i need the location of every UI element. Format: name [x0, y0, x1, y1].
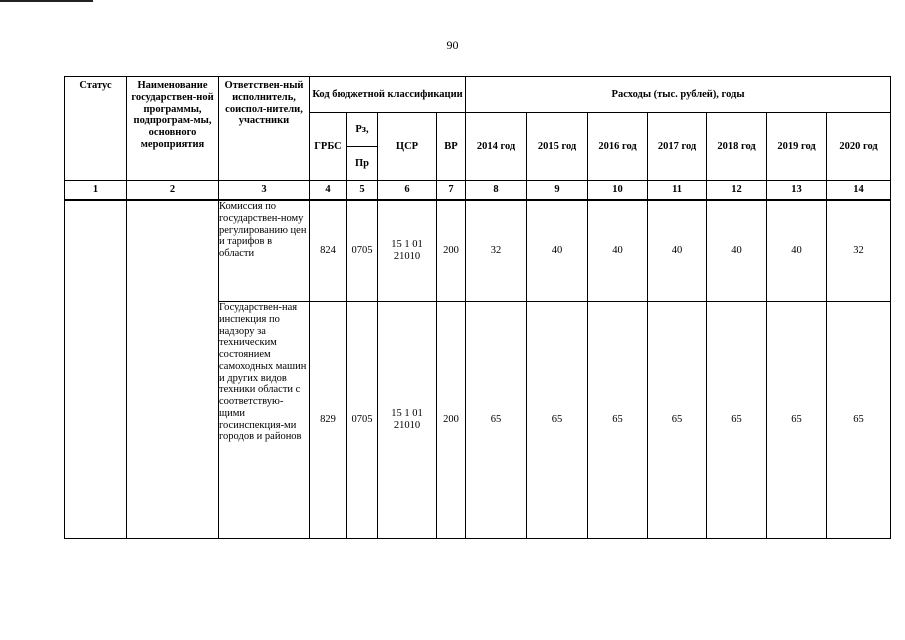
csr-cell: 15 1 01 21010 — [378, 200, 437, 302]
vr-cell: 200 — [437, 302, 466, 539]
column-number: 11 — [648, 181, 707, 201]
expense-cell: 65 — [767, 302, 827, 539]
budget-table — [64, 76, 891, 539]
expense-cell: 65 — [648, 302, 707, 539]
expense-cell: 32 — [466, 200, 527, 302]
executor-cell: Государствен-ная инспекция по надзору за техническим состоянием самоходных машин и других видов техники области с соответствую-щими госинспекция-ми городов и районов — [219, 302, 310, 539]
table-header — [65, 77, 891, 201]
expense-cell: 65 — [707, 302, 767, 539]
expense-cell: 65 — [827, 302, 891, 539]
executor-cell: Комиссия по государствен-ному регулированию цен и тарифов в области — [219, 200, 310, 302]
header-rz: Рз, — [347, 113, 378, 147]
header-grbs: ГРБС — [310, 113, 347, 181]
table-body — [65, 200, 891, 539]
header-year: 2014 год — [466, 113, 527, 181]
header-vr: ВР — [437, 113, 466, 181]
column-number: 13 — [767, 181, 827, 201]
header-budget-code: Код бюджетной классификации — [310, 77, 466, 113]
header-year: 2018 год — [707, 113, 767, 181]
scan-corner-line — [0, 0, 93, 2]
column-number: 6 — [378, 181, 437, 201]
header-csr: ЦСР — [378, 113, 437, 181]
header-expenses: Расходы (тыс. рублей), годы — [466, 77, 891, 113]
vr-cell: 200 — [437, 200, 466, 302]
expense-cell: 65 — [527, 302, 588, 539]
expense-cell: 40 — [767, 200, 827, 302]
page-number: 90 — [446, 38, 459, 52]
expense-cell: 65 — [466, 302, 527, 539]
expense-cell: 40 — [588, 200, 648, 302]
rzpr-cell: 0705 — [347, 302, 378, 539]
column-number: 14 — [827, 181, 891, 201]
expense-cell: 32 — [827, 200, 891, 302]
program-name-cell — [127, 200, 219, 539]
status-cell — [65, 200, 127, 539]
header-program-name: Наименование государствен-ной программы, подпрограм-мы, основного мероприятия — [127, 77, 219, 181]
column-number: 7 — [437, 181, 466, 201]
csr-cell: 15 1 01 21010 — [378, 302, 437, 539]
header-year: 2016 год — [588, 113, 648, 181]
table-row — [65, 200, 891, 302]
column-number: 8 — [466, 181, 527, 201]
expense-cell: 40 — [648, 200, 707, 302]
column-number: 3 — [219, 181, 310, 201]
header-year: 2020 год — [827, 113, 891, 181]
column-number: 4 — [310, 181, 347, 201]
header-status: Статус — [65, 77, 127, 181]
column-number: 10 — [588, 181, 648, 201]
column-number: 2 — [127, 181, 219, 201]
expense-cell: 65 — [588, 302, 648, 539]
column-number: 1 — [65, 181, 127, 201]
column-number: 12 — [707, 181, 767, 201]
column-number: 9 — [527, 181, 588, 201]
header-year: 2019 год — [767, 113, 827, 181]
column-number: 5 — [347, 181, 378, 201]
grbs-cell: 824 — [310, 200, 347, 302]
expense-cell: 40 — [707, 200, 767, 302]
header-year: 2017 год — [648, 113, 707, 181]
column-number-row — [65, 181, 891, 201]
expense-cell: 40 — [527, 200, 588, 302]
header-year: 2015 год — [527, 113, 588, 181]
header-pr: Пр — [347, 147, 378, 181]
header-executor: Ответствен-ный исполнитель, соиспол-нители, участники — [219, 77, 310, 181]
grbs-cell: 829 — [310, 302, 347, 539]
rzpr-cell: 0705 — [347, 200, 378, 302]
